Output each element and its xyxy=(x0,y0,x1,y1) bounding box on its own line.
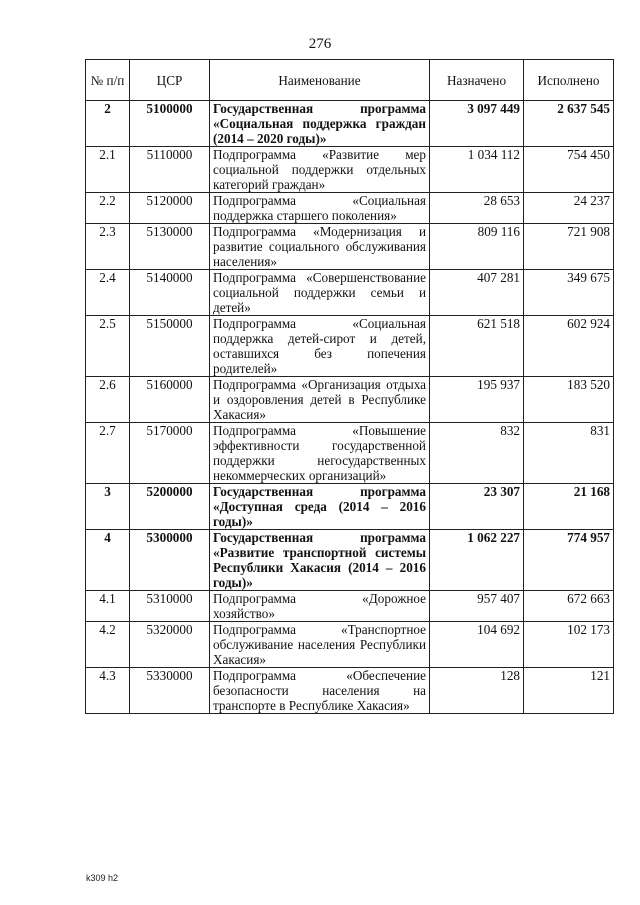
row-num: 2.6 xyxy=(86,377,130,423)
budget-table xyxy=(85,59,614,714)
table-row xyxy=(86,224,614,270)
header-num: № п/п xyxy=(86,60,130,101)
row-name: Государственная программа «Развитие транспортной системы Республики Хакасия (2014 – 2016 годы)» xyxy=(210,530,430,591)
row-name: Подпрограмма «Совершенствование социальной поддержки семьи и детей» xyxy=(210,270,430,316)
row-name: Подпрограмма «Организация отдыха и оздоровления детей в Республике Хакасия» xyxy=(210,377,430,423)
row-csr: 5200000 xyxy=(130,484,210,530)
row-executed: 102 173 xyxy=(524,622,614,668)
row-executed: 2 637 545 xyxy=(524,101,614,147)
row-executed: 349 675 xyxy=(524,270,614,316)
row-planned: 1 062 227 xyxy=(430,530,524,591)
row-csr: 5110000 xyxy=(130,147,210,193)
row-name: Подпрограмма «Социальная поддержка старшего поколения» xyxy=(210,193,430,224)
row-name: Подпрограмма «Дорожное хозяйство» xyxy=(210,591,430,622)
row-csr: 5300000 xyxy=(130,530,210,591)
row-name: Подпрограмма «Социальная поддержка детей-сирот и детей, оставшихся без попечения родителей» xyxy=(210,316,430,377)
row-name: Подпрограмма «Обеспечение безопасности населения на транспорте в Республике Хакасия» xyxy=(210,668,430,714)
row-executed: 672 663 xyxy=(524,591,614,622)
header-executed: Исполнено xyxy=(524,60,614,101)
row-csr: 5310000 xyxy=(130,591,210,622)
row-csr: 5330000 xyxy=(130,668,210,714)
table-row xyxy=(86,423,614,484)
table-row xyxy=(86,668,614,714)
table-row xyxy=(86,591,614,622)
row-executed: 602 924 xyxy=(524,316,614,377)
row-num: 4 xyxy=(86,530,130,591)
row-planned: 621 518 xyxy=(430,316,524,377)
row-csr: 5120000 xyxy=(130,193,210,224)
table-row xyxy=(86,193,614,224)
row-num: 2.7 xyxy=(86,423,130,484)
row-planned: 3 097 449 xyxy=(430,101,524,147)
row-csr: 5160000 xyxy=(130,377,210,423)
row-planned: 1 034 112 xyxy=(430,147,524,193)
row-csr: 5130000 xyxy=(130,224,210,270)
row-planned: 128 xyxy=(430,668,524,714)
row-executed: 21 168 xyxy=(524,484,614,530)
row-num: 3 xyxy=(86,484,130,530)
row-name: Подпрограмма «Повышение эффективности государственной поддержки негосударственных некоммерческих организаций» xyxy=(210,423,430,484)
row-planned: 195 937 xyxy=(430,377,524,423)
row-name: Государственная программа «Социальная поддержка граждан (2014 – 2020 годы)» xyxy=(210,101,430,147)
row-planned: 23 307 xyxy=(430,484,524,530)
row-csr: 5150000 xyxy=(130,316,210,377)
table-row xyxy=(86,377,614,423)
table-row xyxy=(86,622,614,668)
row-planned: 809 116 xyxy=(430,224,524,270)
row-planned: 104 692 xyxy=(430,622,524,668)
table-header-row xyxy=(86,60,614,101)
row-executed: 721 908 xyxy=(524,224,614,270)
page-number: 276 xyxy=(308,36,332,52)
row-num: 2.5 xyxy=(86,316,130,377)
table-row xyxy=(86,147,614,193)
row-csr: 5170000 xyxy=(130,423,210,484)
row-executed: 831 xyxy=(524,423,614,484)
row-planned: 28 653 xyxy=(430,193,524,224)
row-num: 2 xyxy=(86,101,130,147)
row-executed: 24 237 xyxy=(524,193,614,224)
table-row xyxy=(86,270,614,316)
row-planned: 407 281 xyxy=(430,270,524,316)
row-name: Подпрограмма «Модернизация и развитие социального обслуживания населения» xyxy=(210,224,430,270)
row-num: 4.2 xyxy=(86,622,130,668)
row-name: Подпрограмма «Развитие мер социальной поддержки отдельных категорий граждан» xyxy=(210,147,430,193)
table-row xyxy=(86,530,614,591)
row-executed: 183 520 xyxy=(524,377,614,423)
row-executed: 121 xyxy=(524,668,614,714)
row-csr: 5100000 xyxy=(130,101,210,147)
row-num: 4.1 xyxy=(86,591,130,622)
row-executed: 754 450 xyxy=(524,147,614,193)
row-name: Государственная программа «Доступная среда (2014 – 2016 годы)» xyxy=(210,484,430,530)
row-num: 2.4 xyxy=(86,270,130,316)
header-csr: ЦСР xyxy=(130,60,210,101)
row-num: 4.3 xyxy=(86,668,130,714)
row-csr: 5320000 xyxy=(130,622,210,668)
row-planned: 832 xyxy=(430,423,524,484)
table-row xyxy=(86,316,614,377)
table-row xyxy=(86,101,614,147)
row-planned: 957 407 xyxy=(430,591,524,622)
row-num: 2.1 xyxy=(86,147,130,193)
row-num: 2.2 xyxy=(86,193,130,224)
row-num: 2.3 xyxy=(86,224,130,270)
table-row xyxy=(86,484,614,530)
header-planned: Назначено xyxy=(430,60,524,101)
row-csr: 5140000 xyxy=(130,270,210,316)
row-executed: 774 957 xyxy=(524,530,614,591)
header-name: Наименование xyxy=(210,60,430,101)
footer-code: k309 h2 xyxy=(86,873,119,883)
row-name: Подпрограмма «Транспортное обслуживание населения Республики Хакасия» xyxy=(210,622,430,668)
